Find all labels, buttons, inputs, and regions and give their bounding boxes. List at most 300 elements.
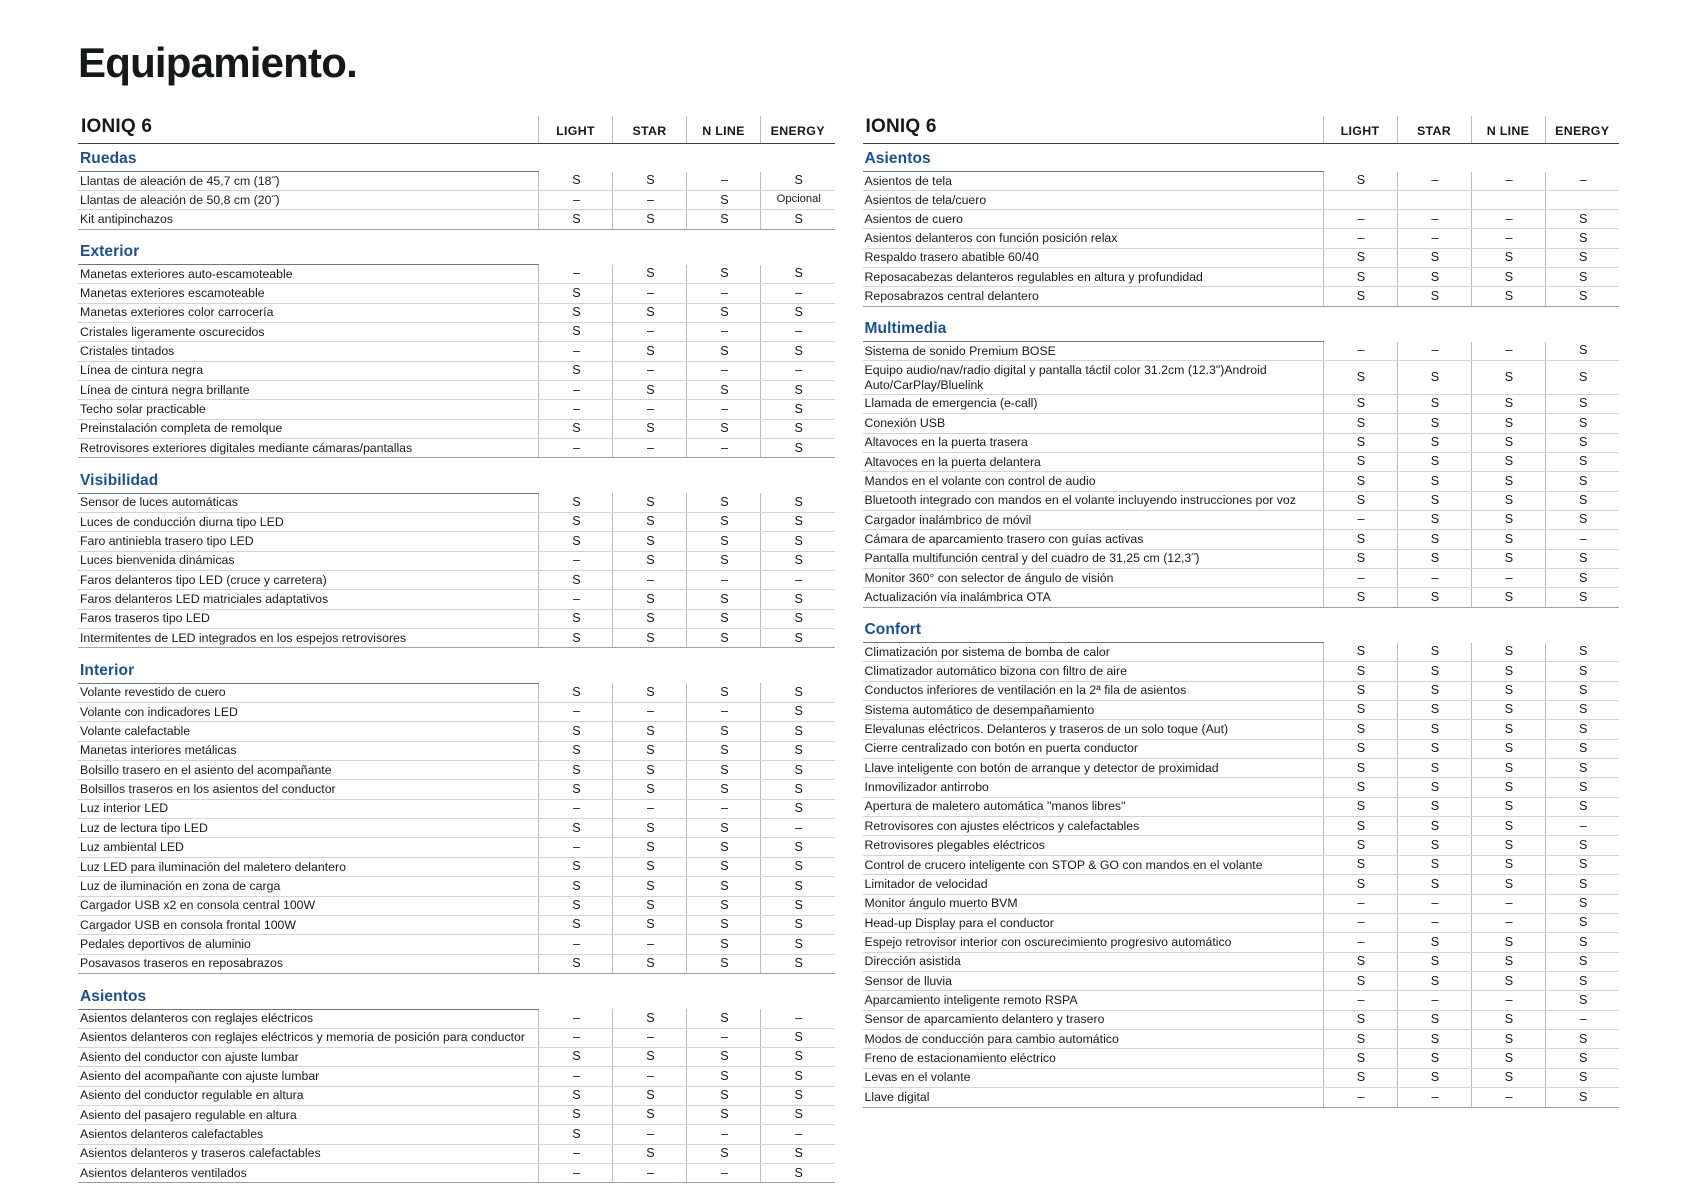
availability-cell-star: – [1397,894,1471,913]
feature-label: Luces bienvenida dinámicas [78,551,539,570]
table-row [863,1030,1620,1049]
availability-cell-light: S [1323,248,1397,267]
availability-cell-light: S [1323,643,1397,662]
column-header-star: STAR [613,116,687,144]
availability-cell-energy: S [1545,491,1619,510]
right-column [863,116,1620,1108]
availability-cell-light: S [1323,394,1397,413]
feature-label: Control de crucero inteligente con STOP & GO con mandos en el volante [863,855,1324,874]
table-row [78,1086,835,1105]
availability-cell-light: S [1323,700,1397,719]
table-row [78,381,835,400]
feature-label: Luz de lectura tipo LED [78,819,539,838]
table-row [78,954,835,973]
availability-cell-light: S [539,1047,613,1066]
availability-cell-star: S [613,493,687,512]
availability-cell-n-line: S [687,1144,761,1163]
group-header-row [863,144,1620,172]
availability-cell-light: – [539,1164,613,1183]
availability-cell-n-line: S [687,1047,761,1066]
group-label-confort: Confort [863,615,1324,643]
availability-cell-energy: S [1545,229,1619,248]
feature-label: Bolsillos traseros en los asientos del conductor [78,780,539,799]
feature-label: Asiento del pasajero regulable en altura [78,1105,539,1124]
table-row [863,210,1620,229]
feature-label: Faros delanteros LED matriciales adaptativos [78,590,539,609]
availability-cell-light: S [1323,952,1397,971]
table-row [78,284,835,303]
group-header-spacer [1545,314,1619,342]
availability-cell-star: S [1397,1030,1471,1049]
table-row [78,780,835,799]
availability-cell-star: S [613,683,687,702]
availability-cell-n-line: S [687,381,761,400]
feature-label: Sensor de luces automáticas [78,493,539,512]
availability-cell-n-line: S [687,780,761,799]
table-row [863,452,1620,471]
availability-cell-energy: S [1545,1088,1619,1107]
feature-label: Monitor ángulo muerto BVM [863,894,1324,913]
availability-cell-star: S [1397,836,1471,855]
availability-cell-star: S [1397,952,1471,971]
spec-columns [78,116,1619,1183]
table-header-row [78,116,835,144]
feature-label: Cámara de aparcamiento trasero con guías activas [863,530,1324,549]
availability-cell-star: S [613,780,687,799]
availability-cell-n-line: S [687,551,761,570]
table-row [78,799,835,818]
group-label-interior: Interior [78,656,539,684]
table-row [78,1125,835,1144]
availability-cell-energy: S [1545,452,1619,471]
availability-cell-energy: S [1545,875,1619,894]
spec-table-right [863,116,1620,1108]
availability-cell-light: S [539,954,613,973]
availability-cell-light: S [1323,1030,1397,1049]
group-header-spacer [687,656,761,684]
availability-cell-n-line: S [687,1105,761,1124]
group-spacer [78,974,835,982]
availability-cell-star: S [1397,778,1471,797]
availability-cell-light: – [539,342,613,361]
feature-label: Retrovisores exteriores digitales mediante cámaras/pantallas [78,439,539,458]
availability-cell-light: S [1323,1068,1397,1087]
availability-cell-star: S [1397,739,1471,758]
table-row [863,229,1620,248]
availability-cell-star: – [613,191,687,210]
availability-cell-n-line: S [1471,681,1545,700]
availability-cell-star: S [1397,414,1471,433]
availability-cell-star: S [1397,1049,1471,1068]
availability-cell-star: S [1397,1068,1471,1087]
table-row [863,1088,1620,1107]
availability-cell-n-line: S [1471,472,1545,491]
availability-cell-energy: S [1545,248,1619,267]
availability-cell-light: S [1323,361,1397,395]
availability-cell-star: S [1397,452,1471,471]
table-row [863,491,1620,510]
availability-cell-light: – [1323,913,1397,932]
availability-cell-light: S [539,361,613,380]
availability-cell-energy: – [1545,1010,1619,1029]
table-row [863,433,1620,452]
availability-cell-star: S [613,590,687,609]
availability-cell-star: – [613,1125,687,1144]
group-header-spacer [687,982,761,1010]
availability-cell-energy: – [1545,172,1619,191]
feature-label: Inmovilizador antirrobo [863,778,1324,797]
availability-cell-energy: S [761,439,835,458]
group-header-spacer [687,144,761,172]
table-row [78,322,835,341]
availability-cell-n-line: S [1471,510,1545,529]
availability-cell-star: S [613,1047,687,1066]
feature-label: Limitador de velocidad [863,875,1324,894]
feature-label: Intermitentes de LED integrados en los espejos retrovisores [78,629,539,648]
availability-cell-energy: S [761,303,835,322]
availability-cell-star: – [1397,210,1471,229]
availability-cell-n-line: – [687,571,761,590]
table-row [863,991,1620,1010]
availability-cell-n-line: – [687,1164,761,1183]
feature-label: Llave digital [863,1088,1324,1107]
availability-cell-energy: S [1545,855,1619,874]
availability-cell-n-line: – [1471,1088,1545,1107]
availability-cell-light: – [1323,991,1397,1010]
availability-cell-n-line: S [1471,720,1545,739]
availability-cell-star: S [613,532,687,551]
feature-label: Reposacabezas delanteros regulables en altura y profundidad [863,268,1324,287]
feature-label: Actualización vía inalámbrica OTA [863,588,1324,607]
feature-label: Asientos delanteros ventilados [78,1164,539,1183]
availability-cell-energy: S [761,954,835,973]
availability-cell-star: – [613,400,687,419]
feature-label: Línea de cintura negra brillante [78,381,539,400]
feature-label: Pedales deportivos de aluminio [78,935,539,954]
feature-label: Faro antiniebla trasero tipo LED [78,532,539,551]
availability-cell-light: S [539,741,613,760]
availability-cell-light: S [1323,414,1397,433]
table-row [863,268,1620,287]
table-row [863,1068,1620,1087]
feature-label: Bluetooth integrado con mandos en el volante incluyendo instrucciones por voz [863,491,1324,510]
group-header-spacer [1545,144,1619,172]
availability-cell-star: – [613,935,687,954]
table-row [78,419,835,438]
availability-cell-star: S [613,857,687,876]
availability-cell-energy: S [1545,342,1619,361]
availability-cell-n-line: S [1471,287,1545,306]
feature-label: Asientos delanteros y traseros calefactables [78,1144,539,1163]
availability-cell-light: S [539,1125,613,1144]
feature-label: Asiento del conductor regulable en altura [78,1086,539,1105]
feature-label: Respaldo trasero abatible 60/40 [863,248,1324,267]
availability-cell-light [1323,191,1397,210]
feature-label: Asientos de cuero [863,210,1324,229]
availability-cell-star: S [1397,720,1471,739]
table-row [863,913,1620,932]
availability-cell-light: S [539,896,613,915]
table-row [78,1047,835,1066]
availability-cell-energy: S [761,1164,835,1183]
feature-label: Llantas de aleación de 45,7 cm (18˝) [78,172,539,191]
group-header-row [78,656,835,684]
column-header-energy: ENERGY [761,116,835,144]
availability-cell-n-line: – [1471,569,1545,588]
group-label-asientos: Asientos [78,982,539,1010]
availability-cell-star: – [613,284,687,303]
group-header-row [78,466,835,494]
availability-cell-star: S [1397,361,1471,395]
availability-cell-energy: S [761,877,835,896]
availability-cell-star: S [1397,491,1471,510]
availability-cell-energy: S [761,761,835,780]
feature-label: Cargador USB en consola frontal 100W [78,915,539,934]
availability-cell-energy: S [761,629,835,648]
table-row [78,761,835,780]
availability-cell-light: S [539,532,613,551]
column-header-light: LIGHT [1323,116,1397,144]
availability-cell-n-line: S [687,265,761,284]
availability-cell-n-line: S [687,741,761,760]
availability-cell-n-line: – [687,702,761,721]
table-row [863,361,1620,395]
availability-cell-star: S [613,629,687,648]
availability-cell-light: S [1323,720,1397,739]
table-row [78,265,835,284]
availability-cell-light: – [539,1009,613,1028]
feature-label: Climatizador automático bizona con filtro de aire [863,662,1324,681]
availability-cell-energy: S [761,935,835,954]
availability-cell-light: S [1323,875,1397,894]
availability-cell-n-line: S [1471,778,1545,797]
availability-cell-star: – [613,1164,687,1183]
feature-label: Cristales tintados [78,342,539,361]
model-name: IONIQ 6 [78,116,539,144]
availability-cell-n-line: S [1471,952,1545,971]
availability-cell-light: – [539,1067,613,1086]
feature-label: Asientos delanteros con función posición relax [863,229,1324,248]
availability-cell-n-line: S [1471,414,1545,433]
availability-cell-n-line: S [1471,1068,1545,1087]
availability-cell-n-line: S [687,191,761,210]
feature-label: Asiento del acompañante con ajuste lumbar [78,1067,539,1086]
availability-cell-light: – [539,381,613,400]
group-header-spacer [1397,144,1471,172]
availability-cell-light: S [1323,681,1397,700]
availability-cell-n-line: S [1471,875,1545,894]
availability-cell-energy: S [761,1028,835,1047]
availability-cell-n-line: S [1471,549,1545,568]
availability-cell-n-line: S [687,915,761,934]
feature-label: Modos de conducción para cambio automático [863,1030,1324,1049]
availability-cell-n-line: S [1471,452,1545,471]
availability-cell-light: – [1323,229,1397,248]
availability-cell-light: – [539,439,613,458]
spec-table-left [78,116,835,1183]
column-header-light: LIGHT [539,116,613,144]
availability-cell-star: S [1397,394,1471,413]
feature-label: Llamada de emergencia (e-call) [863,394,1324,413]
table-row [78,1009,835,1028]
availability-cell-star: S [613,741,687,760]
availability-cell-star: S [1397,1010,1471,1029]
availability-cell-energy: S [761,172,835,191]
spec-table-right-body [863,116,1620,1107]
availability-cell-energy: S [1545,1049,1619,1068]
availability-cell-light: S [539,857,613,876]
table-row [863,549,1620,568]
availability-cell-energy: S [761,1067,835,1086]
table-row [863,875,1620,894]
table-row [78,1144,835,1163]
availability-cell-energy: S [761,857,835,876]
feature-label: Volante revestido de cuero [78,683,539,702]
availability-cell-star: S [1397,287,1471,306]
availability-cell-star: S [1397,248,1471,267]
group-header-spacer [539,466,613,494]
table-row [78,915,835,934]
availability-cell-energy: S [761,419,835,438]
availability-cell-energy [1545,191,1619,210]
group-header-spacer [761,466,835,494]
availability-cell-n-line: – [1471,913,1545,932]
availability-cell-star: – [1397,913,1471,932]
table-row [863,569,1620,588]
group-header-spacer [539,982,613,1010]
availability-cell-n-line: S [687,935,761,954]
feature-label: Manetas exteriores auto-escamoteable [78,265,539,284]
availability-cell-n-line: S [1471,268,1545,287]
table-row [78,683,835,702]
availability-cell-n-line: S [687,877,761,896]
table-row [863,394,1620,413]
availability-cell-n-line: S [1471,797,1545,816]
feature-label: Conductos inferiores de ventilación en la 2ª fila de asientos [863,681,1324,700]
group-header-spacer [761,237,835,265]
feature-label: Luces de conducción diurna tipo LED [78,512,539,531]
availability-cell-star: S [613,896,687,915]
availability-cell-light: S [1323,836,1397,855]
availability-cell-star: S [613,1086,687,1105]
table-row [863,1010,1620,1029]
availability-cell-energy: – [1545,530,1619,549]
availability-cell-star: S [1397,662,1471,681]
table-row [863,248,1620,267]
table-row [863,700,1620,719]
availability-cell-light: S [1323,739,1397,758]
availability-cell-light: S [1323,662,1397,681]
column-header-energy: ENERGY [1545,116,1619,144]
availability-cell-light: S [539,915,613,934]
feature-label: Asientos delanteros con reglajes eléctricos y memoria de posición para conductor [78,1028,539,1047]
feature-label: Faros traseros tipo LED [78,609,539,628]
availability-cell-energy: – [761,322,835,341]
availability-cell-star: – [1397,172,1471,191]
availability-cell-energy: S [1545,894,1619,913]
table-row [863,933,1620,952]
availability-cell-light: S [1323,759,1397,778]
availability-cell-n-line: S [1471,588,1545,607]
availability-cell-light: S [539,284,613,303]
availability-cell-energy: S [761,532,835,551]
table-row [863,952,1620,971]
availability-cell-energy: S [761,551,835,570]
table-row [78,1067,835,1086]
availability-cell-star: S [1397,759,1471,778]
table-row [78,590,835,609]
availability-cell-light: – [1323,210,1397,229]
page-title: Equipamiento. [78,39,357,86]
availability-cell-n-line: S [687,419,761,438]
availability-cell-light: – [539,191,613,210]
group-header-spacer [761,144,835,172]
group-spacer [78,229,835,237]
availability-cell-energy: S [761,722,835,741]
feature-label: Bolsillo trasero en el asiento del acompañante [78,761,539,780]
availability-cell-star: – [1397,1088,1471,1107]
table-row [863,342,1620,361]
feature-label: Volante con indicadores LED [78,702,539,721]
availability-cell-light: S [1323,817,1397,836]
availability-cell-energy: S [1545,588,1619,607]
availability-cell-n-line: – [687,172,761,191]
availability-cell-energy: – [761,1125,835,1144]
availability-cell-n-line: S [687,590,761,609]
availability-cell-energy: S [761,915,835,934]
feature-label: Conexión USB [863,414,1324,433]
feature-label: Freno de estacionamiento eléctrico [863,1049,1324,1068]
availability-cell-n-line: S [687,609,761,628]
table-row [863,855,1620,874]
availability-cell-light: S [1323,588,1397,607]
table-row [78,896,835,915]
table-row [863,720,1620,739]
feature-label: Dirección asistida [863,952,1324,971]
group-header-spacer [1397,314,1471,342]
table-header-row [863,116,1620,144]
table-row [78,551,835,570]
table-row [863,836,1620,855]
availability-cell-star: – [613,322,687,341]
availability-cell-energy: S [761,702,835,721]
group-header-spacer [761,656,835,684]
availability-cell-light: – [1323,569,1397,588]
availability-cell-n-line: S [1471,855,1545,874]
availability-cell-n-line: – [687,439,761,458]
group-header-spacer [761,982,835,1010]
feature-label: Luz LED para iluminación del maletero delantero [78,857,539,876]
availability-cell-n-line: S [1471,1030,1545,1049]
table-row [78,512,835,531]
availability-cell-n-line [1471,191,1545,210]
availability-cell-energy: S [761,342,835,361]
availability-cell-light: – [1323,342,1397,361]
availability-cell-n-line: – [687,799,761,818]
feature-label: Manetas exteriores color carrocería [78,303,539,322]
availability-cell-star: S [613,172,687,191]
availability-cell-energy: S [1545,778,1619,797]
column-header-star: STAR [1397,116,1471,144]
availability-cell-energy: – [761,819,835,838]
availability-cell-light: S [539,1086,613,1105]
availability-cell-energy: S [761,400,835,419]
table-row [863,681,1620,700]
availability-cell-light: S [539,683,613,702]
availability-cell-n-line: S [687,303,761,322]
availability-cell-star: S [1397,268,1471,287]
table-row [78,361,835,380]
